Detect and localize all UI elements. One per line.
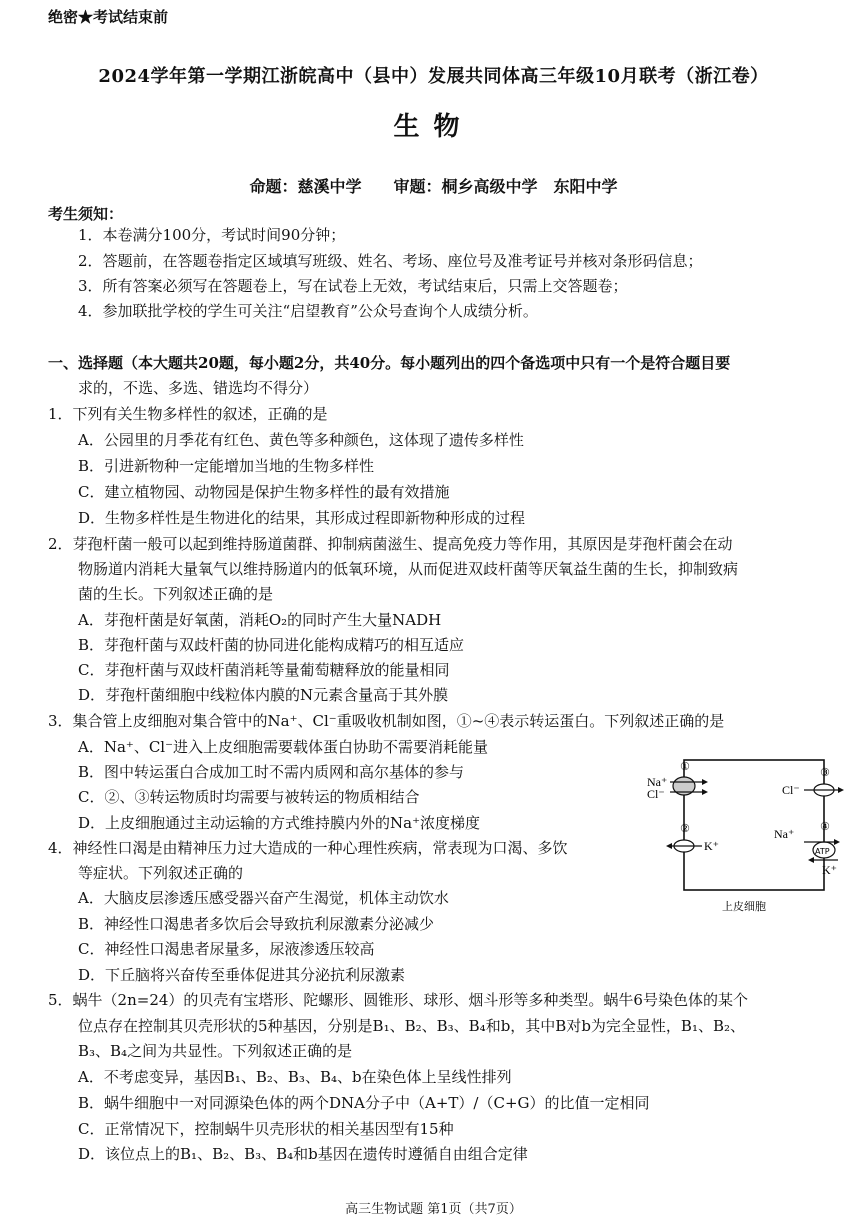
option: A．Na⁺、Cl⁻进入上皮细胞需要载体蛋白协助不需要消耗能量 [78,738,489,756]
question-stem: 菌的生长。下列叙述正确的是 [78,585,274,603]
secret-label: 绝密★考试结束前 [48,8,169,26]
arrowhead [834,839,840,845]
diagram-caption: 上皮细胞 [722,900,766,913]
label-na-left: Na⁺ [647,775,668,789]
option: D．上皮细胞通过主动运输的方式维持膜内外的Na⁺浓度梯度 [78,814,481,832]
exam-title: 2024学年第一学期江浙皖高中（县中）发展共同体高三年级10月联考（浙江卷） [98,66,769,87]
arrowhead [702,789,708,795]
option: C．神经性口渴患者尿量多，尿液渗透压较高 [78,940,375,958]
label-atp: ATP [815,847,830,856]
epithelial-cell-diagram [644,746,844,916]
option: B．引进新物种一定能增加当地的生物多样性 [78,457,375,475]
option: B．芽孢杆菌与双歧杆菌的协同进化能构成精巧的相互适应 [78,636,465,654]
option: B．蜗牛细胞中一对同源染色体的两个DNA分子中（A+T）/（C+G）的比值一定相同 [78,1094,650,1112]
marker-1: ① [680,760,690,773]
option: B．图中转运蛋白合成加工时不需内质网和高尔基体的参与 [78,763,465,781]
arrowhead [838,787,844,793]
label-k-left: K⁺ [704,839,719,853]
notice-heading: 考生须知： [48,205,124,223]
marker-4: ④ [820,820,830,833]
transport-diagram-svg [644,746,844,916]
label-k-right: K⁺ [822,863,837,877]
option: D．生物多样性是生物进化的结果，其形成过程即新物种形成的过程 [78,509,526,527]
notice-item: 2．答题前，在答题卷指定区域填写班级、姓名、考场、座位号及准考证号并核对条形码信息； [78,252,703,270]
option: C．正常情况下，控制蜗牛贝壳形状的相关基因型有15种 [78,1120,454,1138]
option: C．芽孢杆菌与双歧杆菌消耗等量葡萄糖释放的能量相同 [78,661,450,679]
question-stem: 4．神经性口渴是由精神压力过大造成的一种心理性疾病，常表现为口渴、多饮 [48,839,568,857]
option: D．下丘脑将兴奋传至垂体促进其分泌抗利尿激素 [78,966,406,984]
label-cl-right: Cl⁻ [782,783,800,797]
arrowhead [666,843,672,849]
marker-2: ② [680,822,690,835]
label-na-right: Na⁺ [774,827,795,841]
question-stem: 5．蜗牛（2n=24）的贝壳有宝塔形、陀螺形、圆锥形、球形、烟斗形等多种类型。蜗牛6号染色体的某个 [48,991,748,1009]
option: A．芽孢杆菌是好氧菌，消耗O₂的同时产生大量NADH [78,611,442,629]
notice-item: 3．所有答案必须写在答题卷上，写在试卷上无效，考试结束后，只需上交答题卷； [78,277,628,295]
arrowhead [808,857,814,863]
option: A．大脑皮层渗透压感受器兴奋产生渴觉，机体主动饮水 [78,889,449,907]
option: A．公园里的月季花有红色、黄色等多种颜色，这体现了遗传多样性 [78,431,524,449]
question-stem: B₃、B₄之间为共显性。下列叙述正确的是 [78,1042,353,1060]
authors-line: 命题：慈溪中学 审题：桐乡高级中学 东阳中学 [249,177,618,196]
section-heading-cont: 求的，不选、多选、错选均不得分） [78,379,319,397]
question-stem: 等症状。下列叙述正确的 [78,864,244,882]
option: D．芽孢杆菌细胞中线粒体内膜的N元素含量高于其外膜 [78,686,449,704]
label-cl-left: Cl⁻ [647,787,665,801]
subject-title: 生物 [393,112,474,142]
page-footer: 高三生物试题 第1页（共7页） [345,1202,522,1217]
notice-item: 1．本卷满分100分，考试时间90分钟； [78,226,346,244]
question-stem: 3．集合管上皮细胞对集合管中的Na⁺、Cl⁻重吸收机制如图，①~④表示转运蛋白。下列叙述正确的是 [48,712,725,730]
option: A．不考虑变异，基因B₁、B₂、B₃、B₄、b在染色体上呈线性排列 [78,1068,512,1086]
option: D．该位点上的B₁、B₂、B₃、B₄和b基因在遗传时遵循自由组合定律 [78,1145,528,1163]
question-stem: 位点存在控制其贝壳形状的5种基因，分别是B₁、B₂、B₃、B₄和b，其中B对b为完全显性，B₁、B₂、 [78,1017,745,1035]
arrowhead [702,779,708,785]
option: B．神经性口渴患者多饮后会导致抗利尿激素分泌减少 [78,915,435,933]
question-stem: 1．下列有关生物多样性的叙述，正确的是 [48,405,328,423]
notice-item: 4．参加联批学校的学生可关注“启望教育”公众号查询个人成绩分析。 [78,302,538,320]
question-stem: 物肠道内消耗大量氧气以维持肠道内的低氧环境，从而促进双歧杆菌等厌氧益生菌的生长，抑制致病 [78,560,739,578]
question-stem: 2．芽孢杆菌一般可以起到维持肠道菌群、抑制病菌滋生、提高免疫力等作用，其原因是芽孢杆菌会在动 [48,535,733,553]
section-heading: 一、选择题（本大题共20题，每小题2分，共40分。每小题列出的四个备选项中只有一个是符合题目要 [48,354,731,372]
option: C．②、③转运物质时均需要与被转运的物质相结合 [78,788,420,806]
marker-3: ③ [820,766,830,779]
cell-outline [684,760,824,890]
option: C．建立植物园、动物园是保护生物多样性的最有效措施 [78,483,450,501]
